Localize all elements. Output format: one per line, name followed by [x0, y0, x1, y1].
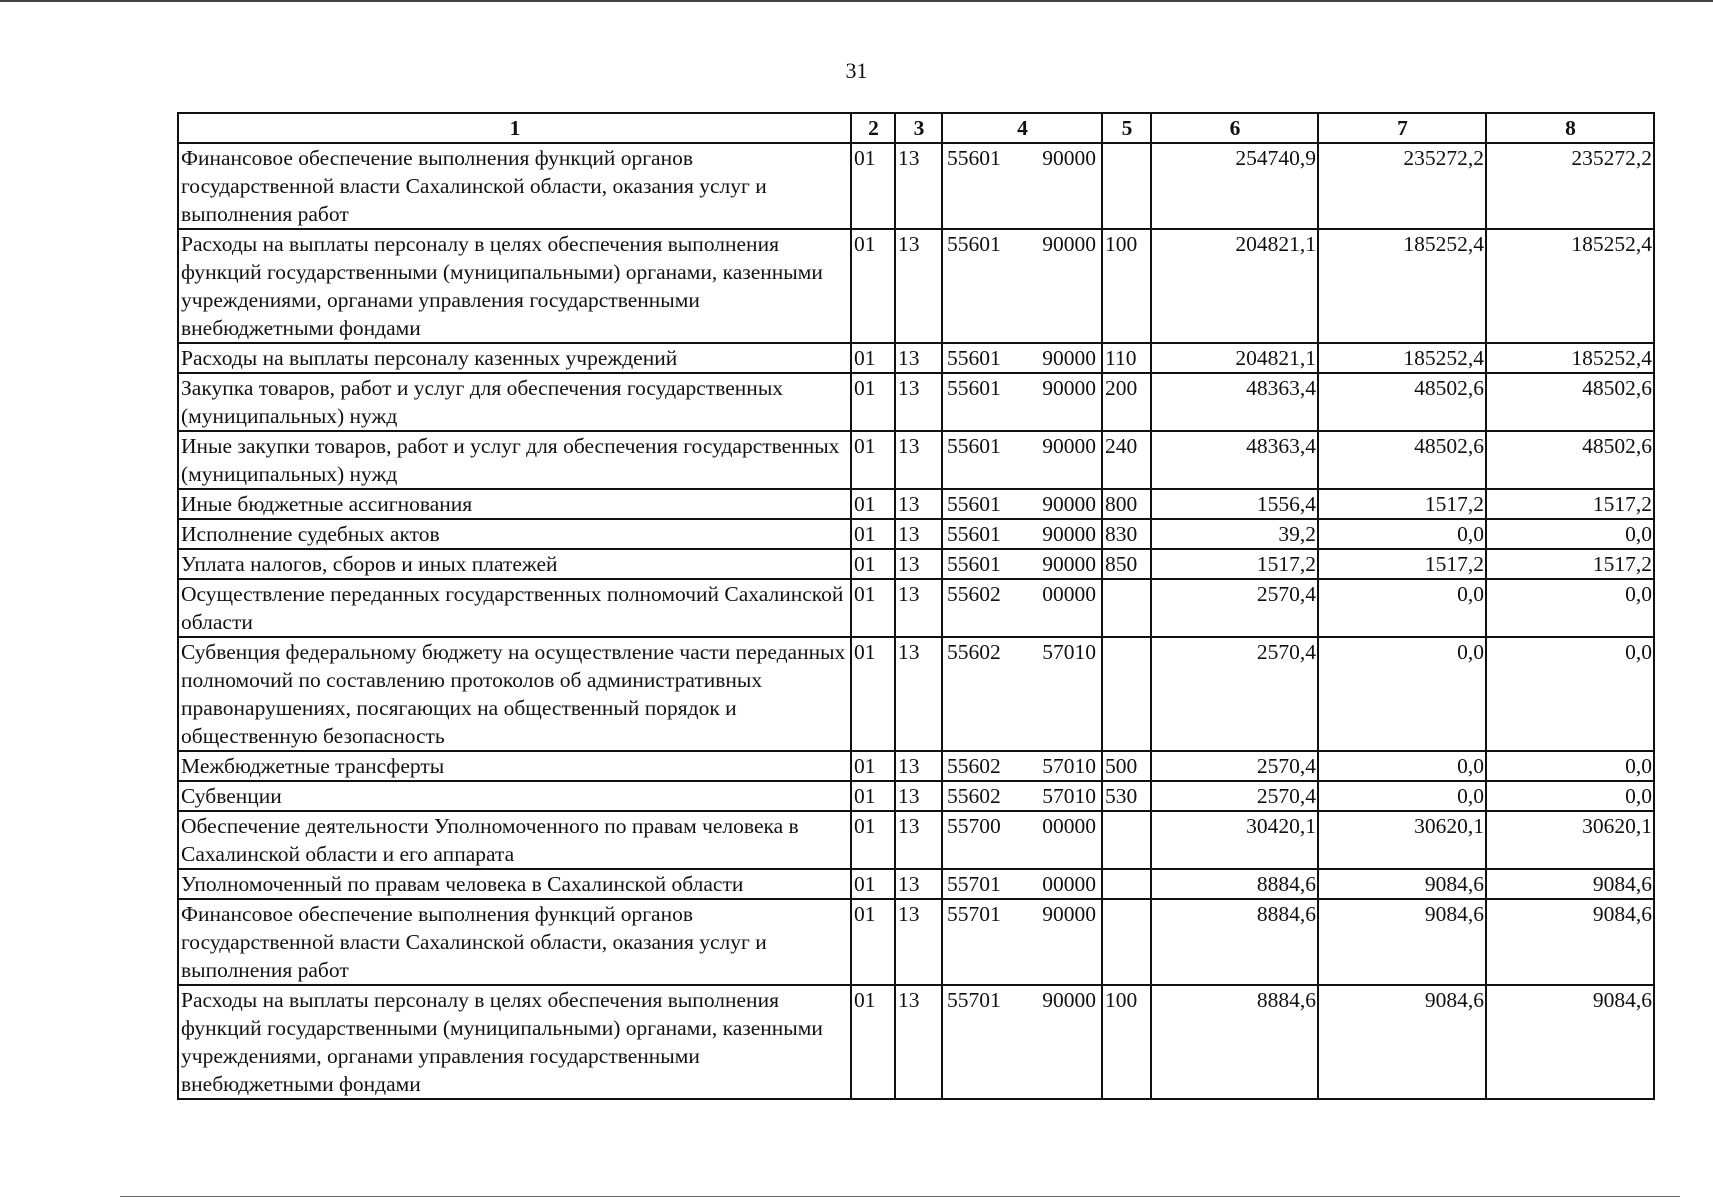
table-row — [178, 869, 1654, 899]
row-subsection-code: 13 — [895, 781, 942, 811]
row-section-code: 01 — [851, 899, 895, 985]
row-amount-col-7: 0,0 — [1318, 751, 1486, 781]
row-amount-col-7: 48502,6 — [1318, 373, 1486, 431]
row-amount-col-8: 1517,2 — [1486, 489, 1654, 519]
row-direction-code: 90000 — [1042, 902, 1096, 926]
row-name: Расходы на выплаты персоналу в целях обеспечения выполнения функций государственными (муниципальными) органами, казенными учреждениями, органами управления государственными внебюджетными фондами — [178, 229, 851, 343]
table-row — [178, 229, 1654, 343]
header-col-1: 1 — [178, 113, 851, 143]
row-program-code: 55602 — [947, 754, 1001, 778]
row-direction-code: 90000 — [1042, 552, 1096, 576]
row-amount-col-8: 0,0 — [1486, 751, 1654, 781]
row-direction-code: 57010 — [1042, 784, 1096, 808]
row-program-code: 55601 — [947, 492, 1001, 516]
header-col-6: 6 — [1151, 113, 1318, 143]
row-section-code: 01 — [851, 549, 895, 579]
row-name: Иные закупки товаров, работ и услуг для обеспечения государственных (муниципальных) нужд — [178, 431, 851, 489]
row-amount-col-7: 0,0 — [1318, 579, 1486, 637]
row-amount-col-7: 9084,6 — [1318, 899, 1486, 985]
row-subsection-code: 13 — [895, 869, 942, 899]
row-amount-col-8: 48502,6 — [1486, 431, 1654, 489]
row-amount-col-7: 9084,6 — [1318, 869, 1486, 899]
header-row — [178, 113, 1654, 143]
row-amount-col-6: 8884,6 — [1151, 899, 1318, 985]
row-program-code: 55601 — [947, 552, 1001, 576]
row-expense-type — [1102, 143, 1151, 229]
row-expense-type: 110 — [1102, 343, 1151, 373]
row-amount-col-6: 204821,1 — [1151, 229, 1318, 343]
row-amount-col-8: 0,0 — [1486, 519, 1654, 549]
row-expense-type — [1102, 899, 1151, 985]
row-amount-col-7: 48502,6 — [1318, 431, 1486, 489]
row-program-code: 55601 — [947, 434, 1001, 458]
table-row — [178, 811, 1654, 869]
row-target-article — [942, 751, 1102, 781]
table-row — [178, 373, 1654, 431]
header-col-5: 5 — [1102, 113, 1151, 143]
header-col-8: 8 — [1486, 113, 1654, 143]
row-target-article — [942, 985, 1102, 1099]
row-name: Субвенции — [178, 781, 851, 811]
row-target-article — [942, 229, 1102, 343]
row-subsection-code: 13 — [895, 637, 942, 751]
row-expense-type — [1102, 811, 1151, 869]
row-amount-col-6: 1517,2 — [1151, 549, 1318, 579]
row-amount-col-6: 2570,4 — [1151, 751, 1318, 781]
row-subsection-code: 13 — [895, 143, 942, 229]
row-program-code: 55601 — [947, 232, 1001, 256]
row-direction-code: 90000 — [1042, 346, 1096, 370]
row-amount-col-6: 1556,4 — [1151, 489, 1318, 519]
row-target-article — [942, 579, 1102, 637]
row-expense-type: 200 — [1102, 373, 1151, 431]
row-direction-code: 90000 — [1042, 146, 1096, 170]
row-amount-col-7: 0,0 — [1318, 781, 1486, 811]
row-subsection-code: 13 — [895, 751, 942, 781]
row-name: Субвенция федеральному бюджету на осуществление части переданных полномочий по составлению протоколов об административных правонарушениях, посягающих на общественный порядок и общественную безопасность — [178, 637, 851, 751]
row-target-article — [942, 343, 1102, 373]
row-amount-col-7: 1517,2 — [1318, 489, 1486, 519]
row-amount-col-8: 9084,6 — [1486, 899, 1654, 985]
row-expense-type — [1102, 637, 1151, 751]
table-row — [178, 899, 1654, 985]
row-subsection-code: 13 — [895, 519, 942, 549]
row-program-code: 55602 — [947, 582, 1001, 606]
row-amount-col-8: 48502,6 — [1486, 373, 1654, 431]
row-amount-col-8: 0,0 — [1486, 637, 1654, 751]
table-row — [178, 143, 1654, 229]
row-direction-code: 90000 — [1042, 232, 1096, 256]
row-amount-col-8: 9084,6 — [1486, 985, 1654, 1099]
row-program-code: 55701 — [947, 872, 1001, 896]
row-program-code: 55700 — [947, 814, 1001, 838]
row-amount-col-6: 2570,4 — [1151, 637, 1318, 751]
row-direction-code: 57010 — [1042, 754, 1096, 778]
header-col-2: 2 — [851, 113, 895, 143]
row-program-code: 55701 — [947, 902, 1001, 926]
row-subsection-code: 13 — [895, 431, 942, 489]
row-section-code: 01 — [851, 343, 895, 373]
row-target-article — [942, 781, 1102, 811]
row-name: Расходы на выплаты персоналу казенных учреждений — [178, 343, 851, 373]
table-body — [178, 143, 1654, 1099]
row-name: Уполномоченный по правам человека в Сахалинской области — [178, 869, 851, 899]
row-name: Межбюджетные трансферты — [178, 751, 851, 781]
row-section-code: 01 — [851, 519, 895, 549]
row-name: Иные бюджетные ассигнования — [178, 489, 851, 519]
header-col-7: 7 — [1318, 113, 1486, 143]
row-amount-col-8: 235272,2 — [1486, 143, 1654, 229]
row-amount-col-6: 204821,1 — [1151, 343, 1318, 373]
row-name: Финансовое обеспечение выполнения функций органов государственной власти Сахалинской области, оказания услуг и выполнения работ — [178, 899, 851, 985]
row-amount-col-7: 185252,4 — [1318, 229, 1486, 343]
row-amount-col-6: 48363,4 — [1151, 373, 1318, 431]
row-target-article — [942, 143, 1102, 229]
row-amount-col-8: 185252,4 — [1486, 229, 1654, 343]
row-program-code: 55601 — [947, 146, 1001, 170]
row-amount-col-8: 1517,2 — [1486, 549, 1654, 579]
table-row — [178, 519, 1654, 549]
row-target-article — [942, 489, 1102, 519]
row-section-code: 01 — [851, 781, 895, 811]
row-amount-col-8: 0,0 — [1486, 579, 1654, 637]
row-amount-col-6: 8884,6 — [1151, 869, 1318, 899]
row-amount-col-6: 2570,4 — [1151, 781, 1318, 811]
row-expense-type: 240 — [1102, 431, 1151, 489]
row-expense-type: 800 — [1102, 489, 1151, 519]
row-amount-col-7: 1517,2 — [1318, 549, 1486, 579]
row-subsection-code: 13 — [895, 579, 942, 637]
row-amount-col-7: 30620,1 — [1318, 811, 1486, 869]
row-expense-type: 530 — [1102, 781, 1151, 811]
row-target-article — [942, 869, 1102, 899]
table-row — [178, 985, 1654, 1099]
row-section-code: 01 — [851, 637, 895, 751]
row-subsection-code: 13 — [895, 343, 942, 373]
row-amount-col-8: 0,0 — [1486, 781, 1654, 811]
row-subsection-code: 13 — [895, 811, 942, 869]
row-expense-type — [1102, 869, 1151, 899]
table-row — [178, 431, 1654, 489]
row-target-article — [942, 431, 1102, 489]
row-amount-col-6: 30420,1 — [1151, 811, 1318, 869]
row-section-code: 01 — [851, 143, 895, 229]
row-amount-col-6: 39,2 — [1151, 519, 1318, 549]
row-amount-col-8: 185252,4 — [1486, 343, 1654, 373]
row-expense-type: 850 — [1102, 549, 1151, 579]
row-direction-code: 90000 — [1042, 434, 1096, 458]
row-subsection-code: 13 — [895, 489, 942, 519]
row-amount-col-7: 235272,2 — [1318, 143, 1486, 229]
table-row — [178, 489, 1654, 519]
row-expense-type: 830 — [1102, 519, 1151, 549]
row-section-code: 01 — [851, 229, 895, 343]
row-direction-code: 90000 — [1042, 988, 1096, 1012]
row-amount-col-7: 185252,4 — [1318, 343, 1486, 373]
row-section-code: 01 — [851, 489, 895, 519]
row-amount-col-7: 9084,6 — [1318, 985, 1486, 1099]
row-direction-code: 00000 — [1042, 814, 1096, 838]
row-section-code: 01 — [851, 431, 895, 489]
row-target-article — [942, 549, 1102, 579]
row-section-code: 01 — [851, 869, 895, 899]
row-section-code: 01 — [851, 811, 895, 869]
row-program-code: 55601 — [947, 376, 1001, 400]
row-target-article — [942, 811, 1102, 869]
row-program-code: 55602 — [947, 640, 1001, 664]
row-amount-col-8: 9084,6 — [1486, 869, 1654, 899]
row-direction-code: 00000 — [1042, 872, 1096, 896]
row-expense-type: 100 — [1102, 985, 1151, 1099]
row-direction-code: 90000 — [1042, 492, 1096, 516]
row-section-code: 01 — [851, 985, 895, 1099]
row-name: Осуществление переданных государственных полномочий Сахалинской области — [178, 579, 851, 637]
row-target-article — [942, 637, 1102, 751]
row-expense-type — [1102, 579, 1151, 637]
row-expense-type: 500 — [1102, 751, 1151, 781]
row-section-code: 01 — [851, 373, 895, 431]
row-target-article — [942, 899, 1102, 985]
table-row — [178, 549, 1654, 579]
header-col-3: 3 — [895, 113, 942, 143]
table-row — [178, 751, 1654, 781]
row-target-article — [942, 519, 1102, 549]
row-subsection-code: 13 — [895, 899, 942, 985]
row-amount-col-6: 254740,9 — [1151, 143, 1318, 229]
row-program-code: 55602 — [947, 784, 1001, 808]
row-amount-col-6: 2570,4 — [1151, 579, 1318, 637]
row-amount-col-7: 0,0 — [1318, 637, 1486, 751]
row-name: Исполнение судебных актов — [178, 519, 851, 549]
bottom-border-line — [120, 1196, 1680, 1197]
row-subsection-code: 13 — [895, 373, 942, 431]
row-target-article — [942, 373, 1102, 431]
row-name: Закупка товаров, работ и услуг для обеспечения государственных (муниципальных) нужд — [178, 373, 851, 431]
row-subsection-code: 13 — [895, 229, 942, 343]
row-direction-code: 00000 — [1042, 582, 1096, 606]
row-direction-code: 90000 — [1042, 376, 1096, 400]
row-section-code: 01 — [851, 751, 895, 781]
row-program-code: 55601 — [947, 346, 1001, 370]
row-section-code: 01 — [851, 579, 895, 637]
row-name: Расходы на выплаты персоналу в целях обеспечения выполнения функций государственными (муниципальными) органами, казенными учреждениями, органами управления государственными внебюджетными фондами — [178, 985, 851, 1099]
row-name: Обеспечение деятельности Уполномоченного по правам человека в Сахалинской области и его аппарата — [178, 811, 851, 869]
row-expense-type: 100 — [1102, 229, 1151, 343]
page-number: 31 — [845, 58, 868, 83]
row-program-code: 55601 — [947, 522, 1001, 546]
table-row — [178, 579, 1654, 637]
header-col-4: 4 — [942, 113, 1102, 143]
budget-table — [177, 112, 1655, 1100]
table-row — [178, 637, 1654, 751]
table-row — [178, 781, 1654, 811]
top-border-line — [0, 0, 1713, 2]
row-name: Финансовое обеспечение выполнения функций органов государственной власти Сахалинской области, оказания услуг и выполнения работ — [178, 143, 851, 229]
row-amount-col-7: 0,0 — [1318, 519, 1486, 549]
row-subsection-code: 13 — [895, 985, 942, 1099]
row-direction-code: 57010 — [1042, 640, 1096, 664]
row-direction-code: 90000 — [1042, 522, 1096, 546]
row-subsection-code: 13 — [895, 549, 942, 579]
row-amount-col-6: 48363,4 — [1151, 431, 1318, 489]
table-row — [178, 343, 1654, 373]
row-amount-col-6: 8884,6 — [1151, 985, 1318, 1099]
row-program-code: 55701 — [947, 988, 1001, 1012]
row-amount-col-8: 30620,1 — [1486, 811, 1654, 869]
row-name: Уплата налогов, сборов и иных платежей — [178, 549, 851, 579]
